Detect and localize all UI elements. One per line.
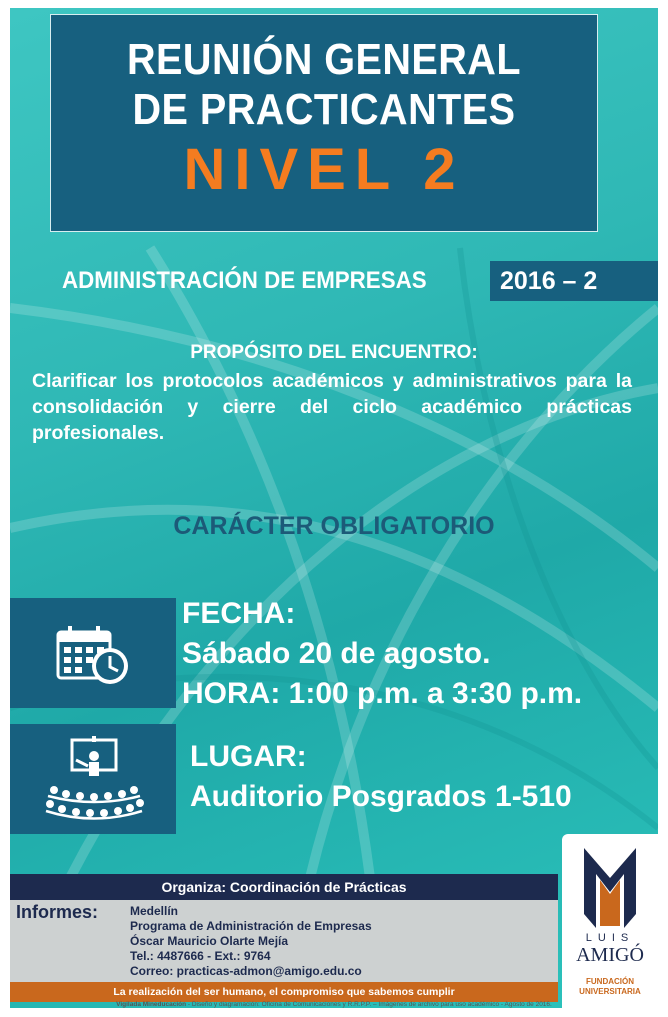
contact-lines xyxy=(130,904,372,979)
contact-city: Medellín xyxy=(130,904,179,918)
contact-area xyxy=(10,900,558,982)
program-period: 2016 – 2 xyxy=(490,261,658,301)
institution-logo xyxy=(562,834,658,1008)
place-icon-box xyxy=(10,724,176,834)
mandatory-notice: CARÁCTER OBLIGATORIO xyxy=(173,512,495,540)
date-label: FECHA: xyxy=(182,597,296,630)
title-level: NIVEL 2 xyxy=(183,137,465,202)
poster xyxy=(10,8,658,1008)
title-line-1: REUNIÓN GENERAL xyxy=(127,35,521,84)
purpose-label: PROPÓSITO DEL ENCUENTRO: xyxy=(190,342,478,363)
date-icon-box xyxy=(10,598,176,708)
contact-program: Programa de Administración de Empresas xyxy=(130,919,372,933)
calendar-clock-icon xyxy=(56,624,130,686)
date-value: Sábado 20 de agosto. xyxy=(182,637,491,670)
footer-note xyxy=(10,1000,658,1010)
contact-title: Informes: xyxy=(16,902,99,922)
contact-person: Óscar Mauricio Olarte Mejía xyxy=(130,934,289,948)
logo-line-3-4 xyxy=(562,977,658,997)
footer-rest: - Diseño y diagramación: Oficina de Comunicaciones y R.R.P.P. – Imágenes de archivo para uso académico - Agosto de 2016. xyxy=(186,1001,552,1008)
logo-line-3: FUNDACIÓN xyxy=(586,977,634,986)
logo-line-1: LUIS xyxy=(585,932,635,944)
place-label: LUGAR: xyxy=(190,740,307,773)
program-name: ADMINISTRACIÓN DE EMPRESAS xyxy=(62,267,427,294)
contact-email[interactable]: Correo: practicas-admon@amigo.edu.co xyxy=(130,964,362,978)
logo-mark-icon xyxy=(580,844,640,932)
contact-phone: Tel.: 4487666 - Ext.: 9764 xyxy=(130,949,271,963)
logo-line-2: AMIGÓ xyxy=(576,944,644,966)
organizer-bar: Organiza: Coordinación de Prácticas xyxy=(10,874,558,900)
logo-line-4: UNIVERSITARIA xyxy=(579,987,641,996)
time-line: HORA: 1:00 p.m. a 3:30 p.m. xyxy=(182,677,583,710)
title-banner xyxy=(50,14,598,232)
footer-lead: Vigilada Mineducación xyxy=(116,1001,187,1008)
auditorium-icon xyxy=(44,734,144,826)
title-line-2: DE PRACTICANTES xyxy=(132,85,516,134)
place-value: Auditorio Posgrados 1-510 xyxy=(190,780,572,813)
slogan-bar: La realización del ser humano, el compromiso que sabemos cumplir xyxy=(10,982,558,1002)
purpose-text: Clarificar los protocolos académicos y administrativos para la consolidación y cierre del ciclo académico prácticas profesionales. xyxy=(32,370,632,444)
